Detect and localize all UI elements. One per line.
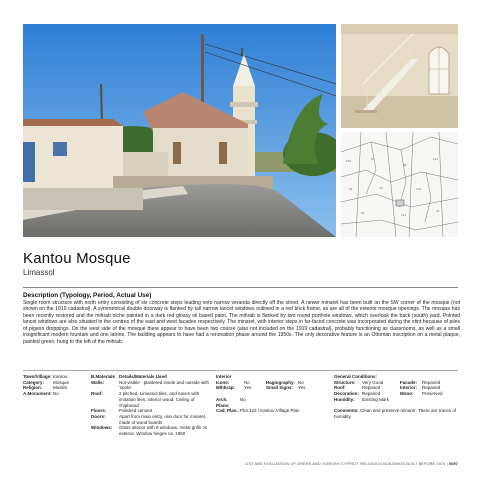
field-value: Muslim — [53, 385, 68, 391]
interior-column — [216, 374, 324, 414]
cadastral-map-image — [341, 132, 458, 237]
details-grid — [23, 374, 458, 464]
field-value: Kantou — [53, 374, 68, 379]
field-value: Repaired — [362, 385, 381, 391]
main-photo — [23, 24, 336, 237]
field-label: Walls: — [91, 379, 105, 385]
field-label: Doors: — [91, 413, 106, 419]
field-value: 2 pitched, Limassol tiles, and eaves with imitation tiles, interior wood. Ceiling of chipboard — [119, 391, 200, 408]
field-value: Not visible - plastered inside and outside with 'sprite' — [119, 379, 210, 391]
interior-heading: Interior — [216, 374, 232, 379]
conditions-column — [334, 374, 458, 420]
field-label: Mihbrap: — [216, 385, 235, 391]
field-label: Arch. Plans: — [216, 396, 230, 408]
field-label: Roof: — [334, 385, 346, 391]
comments-value: Clean and preserve minaret. There are traces of humidity. — [334, 408, 456, 419]
field-label: Town/Village: — [23, 374, 52, 379]
field-label: Humidity: — [334, 396, 355, 402]
svg-text:52: 52 — [361, 211, 365, 215]
field-label: Small Signs: — [266, 385, 294, 391]
page-subtitle: Limassol — [23, 268, 55, 277]
field-label: A.Monument: — [23, 391, 52, 397]
svg-text:123: 123 — [401, 213, 407, 217]
field-value: Plot 123 / Kantou Village Plan — [240, 408, 300, 414]
field-label: Category: — [23, 379, 45, 385]
field-value: Yes — [298, 385, 306, 391]
svg-text:121: 121 — [433, 157, 439, 161]
page-number: 0097 — [448, 461, 458, 466]
field-value: Repaired — [422, 379, 441, 385]
town-column — [23, 374, 89, 397]
field-label: Cad. Plan.: — [216, 408, 240, 414]
footer-text: LIST AND EVALUATION OF GREEK AND TURKISH CYPRIOT RELIGIOUS BUILDINGS BUILT BEFORE 1974 | — [244, 461, 448, 466]
description-body: Single room structure with north entry consisting of six concrete steps leading onto narrow veranda directly off the street. A newer minaret has been built on the SW corner of the mosque (not shown on the 1919 cadastral). A symmetrical double doorway is flanked by tall narrow lancet windows outlined in a red brick frame, as are all of the exterior mosque openings. The mosque has been recently restored and the mihrab niche painted in a dark red glossy oil based paint. The mihrab is flanked by two round porthole windows, which overlook the back (south) yard. Pointed lancet windows are also situated in the centres of the east and west facades respectively. The minaret, with interior steps in far-faced concrete was incorporated during the stint because of piles of pigeon droppings. On the west side of the mosque there appear to have been two course (also not included on the 1919 cadastral), probably functioning as classrooms, as well as a small insignificant modern fountain and one latrine. The building appears to have had a renovation phase around the 1950s. The only decorative feature is an Ottoman inscription on a metal plaque, painted green, hung to the left of the mihrab. — [23, 300, 460, 345]
field-label: Windows: — [91, 425, 113, 431]
field-label: Interior: — [400, 385, 418, 391]
svg-text:95: 95 — [403, 163, 407, 167]
description-heading: Description (Typology, Period, Actual Use) — [23, 292, 152, 299]
field-value: No — [244, 379, 250, 385]
materials-subheading: Details/Materials Used — [119, 374, 167, 379]
field-value: Repaired — [362, 391, 381, 397]
field-value: Repaired — [422, 385, 441, 391]
field-label: Religion: — [23, 385, 43, 391]
field-value: Apart from main entry, one door for minaret, made of wood boards — [119, 413, 207, 425]
divider — [23, 287, 458, 288]
field-label: Structure: — [334, 379, 356, 385]
comments-label: Comments: — [334, 408, 359, 414]
svg-text:87: 87 — [371, 157, 375, 161]
field-value: No — [298, 379, 304, 385]
field-label: Hagiography: — [266, 379, 296, 385]
page-footer — [230, 461, 458, 466]
svg-text:78: 78 — [379, 186, 383, 190]
page-title: Kantou Mosque — [23, 250, 131, 267]
field-label: Mono: — [400, 391, 414, 397]
svg-text:103: 103 — [346, 159, 352, 163]
interior-photo — [341, 24, 458, 128]
field-label: Facade: — [400, 379, 418, 385]
field-value: Polished cement — [119, 408, 153, 414]
field-value: Existing Mark — [362, 396, 390, 402]
svg-text:64: 64 — [349, 187, 353, 191]
field-value: Preserved — [422, 391, 443, 397]
field-label: Floors: — [91, 408, 107, 414]
field-value: Yes — [244, 385, 252, 391]
field-value: Very Good — [362, 379, 384, 385]
field-label: Decoration: — [334, 391, 360, 397]
divider — [23, 370, 458, 371]
field-value: No — [240, 396, 246, 402]
svg-text:41: 41 — [436, 209, 440, 213]
field-value: Glass interior with 9 windows, metal grills on exterior. Window hinges ca. 1960 — [119, 425, 208, 437]
field-label: Icons: — [216, 379, 230, 385]
conditions-heading: General Conditions: — [334, 374, 378, 379]
materials-heading: B.Materials — [91, 374, 116, 379]
materials-column — [91, 374, 211, 437]
svg-text:110: 110 — [416, 187, 421, 191]
field-label: Roof: — [91, 391, 103, 397]
field-value: Mosque — [53, 379, 70, 385]
field-value: No — [53, 391, 59, 397]
